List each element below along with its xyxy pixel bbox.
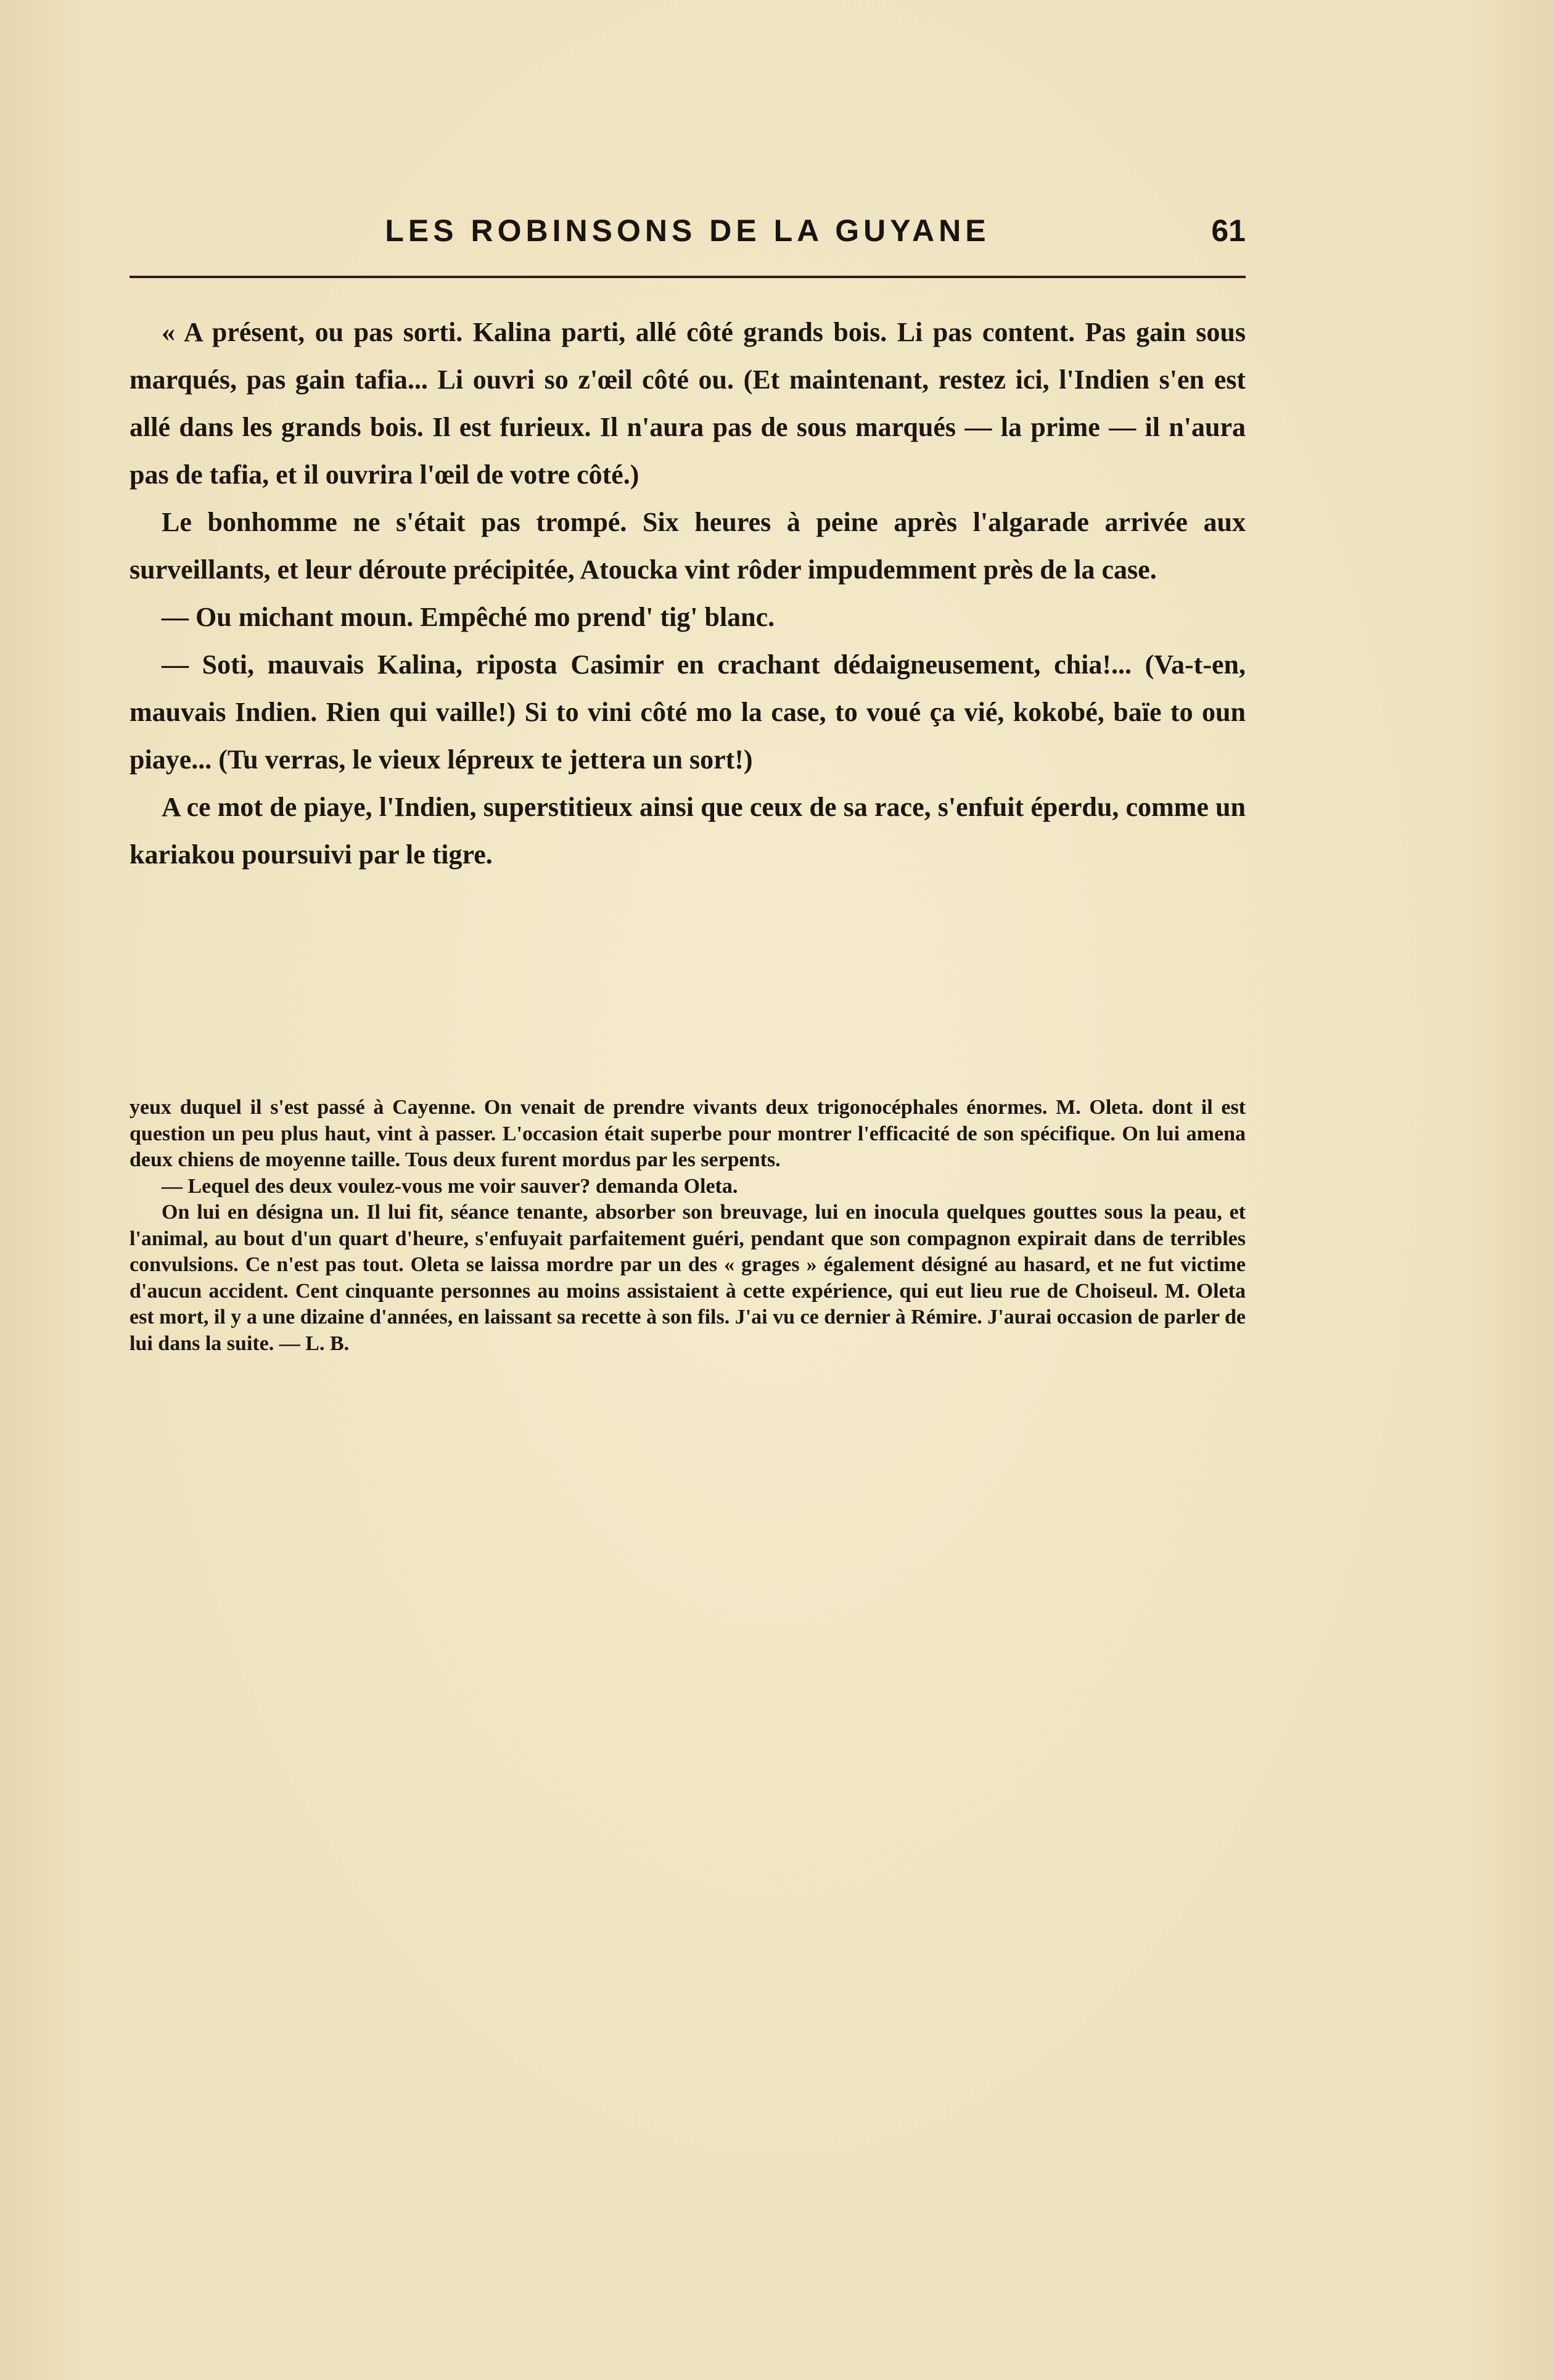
footnote-paragraph: On lui en désigna un. Il lui fit, séance tenante, absorber son breuvage, lui en inocula quelques gouttes sous la peau, et l'animal, au bout d'un quart d'heure, s'enfuyait parfaitement guéri, pendant que son compagnon expirait dans de terribles convulsions. Ce n'est pas tout. Oleta se laissa mordre par un des « grages » également désigné au hasard, et ne fut victime d'aucun accident. Cent cinquante personnes au moins assistaient à cette expérience, qui eut lieu rue de Choiseul. M. Oleta est mort, il y a une dizaine d'années, en laissant sa recette à son fils. J'ai vu ce dernier à Rémire. J'aurai occasion de parler de lui dans la suite. — L. B. <box>130 1201 1246 1355</box>
paragraph: Le bonhomme ne s'était pas trompé. Six heures à peine après l'algarade arrivée aux surveillants, et leur déroute précipitée, Atoucka vint rôder impudemment près de la case. <box>130 507 1246 585</box>
paragraph: — Soti, mauvais Kalina, riposta Casimir en crachant dédaigneusement, chia!... (Va-t-en, mauvais Indien. Rien qui vaille!) Si to vini côté mo la case, to voué ça vié, kokobé, baïe to oun piaye... (Tu verras, le vieux lépreux te jettera un sort!) <box>130 649 1246 775</box>
paragraph: « A présent, ou pas sorti. Kalina parti, allé côté grands bois. Li pas content. Pas gain sous marqués, pas gain tafia... Li ouvri so z'œil côté ou. (Et maintenant, restez ici, l'Indien s'en est allé dans les grands bois. Il est furieux. Il n'aura pas de sous marqués — la prime — il n'aura pas de tafia, et il ouvrira l'œil de votre côté.) <box>130 317 1246 490</box>
running-title: LES ROBINSONS DE LA GUYANE <box>385 213 990 248</box>
footnote-paragraph: yeux duquel il s'est passé à Cayenne. On venait de prendre vivants deux trigonocéphales énormes. M. Oleta. dont il est question un peu plus haut, vint à passer. L'occasion était superbe pour montrer l'efficacité de son spécifique. On lui amena deux chiens de moyenne taille. Tous deux furent mordus par les serpents. <box>130 1096 1246 1171</box>
footnote-paragraph: — Lequel des deux voulez-vous me voir sauver? demanda Oleta. <box>162 1174 738 1198</box>
header-rule <box>130 276 1246 278</box>
main-text <box>130 308 1246 878</box>
page-number: 61 <box>1211 213 1246 248</box>
paragraph: — Ou michant moun. Empêché mo prend' tig' blanc. <box>162 602 775 632</box>
running-head <box>130 213 1246 256</box>
footnote <box>130 1095 1246 1357</box>
paragraph: A ce mot de piaye, l'Indien, superstitieux ainsi que ceux de sa race, s'enfuit éperdu, comme un kariakou poursuivi par le tigre. <box>130 792 1246 870</box>
